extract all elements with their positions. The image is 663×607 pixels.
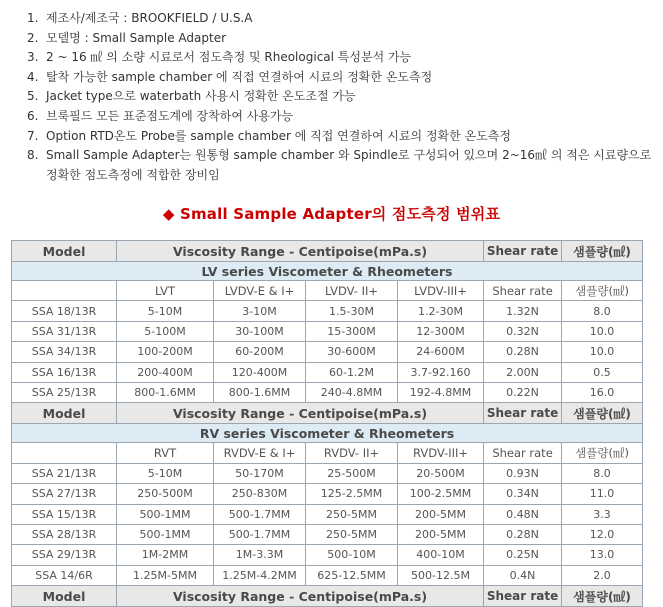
value-cell: 0.93N — [484, 463, 562, 483]
column-header: Shear rate — [484, 443, 562, 463]
model-header: Model — [12, 586, 117, 607]
model-cell: SSA 27/13R — [12, 484, 117, 504]
value-cell: 12.0 — [562, 524, 643, 544]
header-row — [12, 586, 643, 607]
spec-number: 1. — [27, 11, 39, 25]
column-header: LVDV- II+ — [306, 281, 398, 301]
column-header: RVDV-E & I+ — [214, 443, 306, 463]
value-cell: 500-1MM — [117, 504, 214, 524]
value-cell: 250-5MM — [306, 504, 398, 524]
model-cell: SSA 18/13R — [12, 301, 117, 321]
value-cell: 200-400M — [117, 362, 214, 382]
model-cell: SSA 14/6R — [12, 565, 117, 585]
value-cell: 25-500M — [306, 463, 398, 483]
value-cell: 15-300M — [306, 321, 398, 341]
spec-number: 2. — [27, 30, 39, 45]
lv-series-row — [12, 262, 643, 281]
value-cell: 5-10M — [117, 301, 214, 321]
spec-item — [27, 146, 657, 185]
spec-text: 탈착 가능한 sample chamber 에 직접 연결하여 시료의 정확한 온도측정 — [46, 69, 433, 84]
table-row — [12, 382, 643, 402]
range-table-title: ◆ Small Sample Adapter의 점도측정 범위표 — [162, 205, 501, 223]
shear-rate-header: Shear rate — [484, 586, 562, 607]
value-cell: 400-10M — [398, 545, 484, 565]
value-cell: 8.0 — [562, 301, 643, 321]
model-cell: SSA 28/13R — [12, 524, 117, 544]
value-cell: 30-600M — [306, 342, 398, 362]
value-cell: 1M-3.3M — [214, 545, 306, 565]
spec-number: 7. — [27, 128, 39, 143]
model-cell: SSA 29/13R — [12, 545, 117, 565]
column-header: 샘플량(㎖) — [562, 281, 643, 301]
sample-volume-header: 샘플량(㎖) — [562, 241, 643, 262]
table-row — [12, 362, 643, 382]
value-cell: 5-100M — [117, 321, 214, 341]
table-row — [12, 342, 643, 362]
value-cell: 0.22N — [484, 382, 562, 402]
value-cell: 0.32N — [484, 321, 562, 341]
lv-subheader-row — [12, 281, 643, 301]
header-row — [12, 403, 643, 424]
value-cell: 0.28N — [484, 342, 562, 362]
spec-number: 8. — [27, 148, 39, 163]
spec-text: Option RTD온도 Probe를 sample chamber 에 직접 연결하여 시료의 정확한 온도측정 — [46, 128, 511, 143]
value-cell: 8.0 — [562, 463, 643, 483]
value-cell: 100-2.5MM — [398, 484, 484, 504]
viscosity-range-header: Viscosity Range - Centipoise(mPa.s) — [117, 586, 484, 607]
table-row — [12, 321, 643, 341]
value-cell: 3-10M — [214, 301, 306, 321]
value-cell: 250-5MM — [306, 524, 398, 544]
spec-item — [27, 68, 657, 88]
rv-subheader-row — [12, 443, 643, 463]
value-cell: 500-10M — [306, 545, 398, 565]
shear-rate-header: Shear rate — [484, 403, 562, 424]
spec-number: 3. — [27, 50, 39, 65]
value-cell: 3.3 — [562, 504, 643, 524]
value-cell: 16.0 — [562, 382, 643, 402]
value-cell: 20-500M — [398, 463, 484, 483]
value-cell: 192-4.8MM — [398, 382, 484, 402]
value-cell: 100-200M — [117, 342, 214, 362]
shear-rate-header: Shear rate — [484, 241, 562, 262]
value-cell: 625-12.5MM — [306, 565, 398, 585]
value-cell: 1.32N — [484, 301, 562, 321]
value-cell: 250-500M — [117, 484, 214, 504]
column-header: RVT — [117, 443, 214, 463]
spec-item — [27, 9, 657, 29]
model-cell: SSA 34/13R — [12, 342, 117, 362]
spec-text: 제조사/제조국 : BROOKFIELD / U.S.A — [46, 11, 253, 25]
spec-item — [27, 107, 657, 127]
value-cell: 200-5MM — [398, 524, 484, 544]
viscosity-range-header: Viscosity Range - Centipoise(mPa.s) — [117, 241, 484, 262]
value-cell: 0.28N — [484, 524, 562, 544]
model-header: Model — [12, 403, 117, 424]
header-row — [12, 241, 643, 262]
value-cell: 3.7-92.160 — [398, 362, 484, 382]
column-header: 샘플량(㎖) — [562, 443, 643, 463]
value-cell: 200-5MM — [398, 504, 484, 524]
value-cell: 500-1.7MM — [214, 504, 306, 524]
column-header: LVT — [117, 281, 214, 301]
value-cell: 30-100M — [214, 321, 306, 341]
value-cell: 0.5 — [562, 362, 643, 382]
model-cell: SSA 25/13R — [12, 382, 117, 402]
spec-text: 모델명 : Small Sample Adapter — [46, 30, 227, 45]
column-header: RVDV- II+ — [306, 443, 398, 463]
value-cell: 120-400M — [214, 362, 306, 382]
spec-number: 6. — [27, 108, 39, 123]
value-cell: 2.0 — [562, 565, 643, 585]
spec-item — [27, 127, 657, 147]
value-cell: 5-10M — [117, 463, 214, 483]
value-cell: 250-830M — [214, 484, 306, 504]
spec-item — [27, 87, 657, 107]
value-cell: 800-1.6MM — [214, 382, 306, 402]
value-cell: 10.0 — [562, 321, 643, 341]
blank-cell — [12, 281, 117, 301]
model-cell: SSA 16/13R — [12, 362, 117, 382]
table-row — [12, 524, 643, 544]
sample-volume-header: 샘플량(㎖) — [562, 403, 643, 424]
spec-text: Small Sample Adapter는 원통형 sample chamber 와 Spindle로 구성되어 있으며 2~16㎖ 의 적은 시료량으로 정확한 점도측정에 적합한 장비임 — [46, 148, 652, 182]
value-cell: 60-200M — [214, 342, 306, 362]
value-cell: 0.48N — [484, 504, 562, 524]
table-row — [12, 463, 643, 483]
value-cell: 1.25M-4.2MM — [214, 565, 306, 585]
value-cell: 13.0 — [562, 545, 643, 565]
value-cell: 0.4N — [484, 565, 562, 585]
value-cell: 500-1.7MM — [214, 524, 306, 544]
value-cell: 10.0 — [562, 342, 643, 362]
table-row — [12, 301, 643, 321]
value-cell: 11.0 — [562, 484, 643, 504]
value-cell: 125-2.5MM — [306, 484, 398, 504]
value-cell: 12-300M — [398, 321, 484, 341]
table-row — [12, 545, 643, 565]
value-cell: 1.25M-5MM — [117, 565, 214, 585]
table-row — [12, 504, 643, 524]
model-cell: SSA 31/13R — [12, 321, 117, 341]
table-row — [12, 484, 643, 504]
blank-cell — [12, 443, 117, 463]
column-header: LVDV-III+ — [398, 281, 484, 301]
column-header: RVDV-III+ — [398, 443, 484, 463]
column-header: Shear rate — [484, 281, 562, 301]
spec-item — [27, 48, 657, 68]
value-cell: 0.34N — [484, 484, 562, 504]
rv-series-row — [12, 424, 643, 443]
value-cell: 0.25N — [484, 545, 562, 565]
value-cell: 1.2-30M — [398, 301, 484, 321]
spec-list — [27, 9, 657, 185]
value-cell: 500-1MM — [117, 524, 214, 544]
model-header: Model — [12, 241, 117, 262]
value-cell: 1.5-30M — [306, 301, 398, 321]
spec-text: Jacket type으로 waterbath 사용시 정확한 온도조절 가능 — [46, 89, 356, 104]
spec-number: 5. — [27, 89, 39, 104]
spec-text: 2 ~ 16 ㎖ 의 소량 시료로서 점도측정 및 Rheological 특성분석 가능 — [46, 50, 412, 65]
value-cell: 2.00N — [484, 362, 562, 382]
column-header: LVDV-E & I+ — [214, 281, 306, 301]
rv-series-label: RV series Viscometer & Rheometers — [12, 424, 643, 443]
spec-text: 브룩필드 모든 표준점도계에 장착하여 사용가능 — [46, 108, 294, 123]
model-cell: SSA 21/13R — [12, 463, 117, 483]
value-cell: 240-4.8MM — [306, 382, 398, 402]
value-cell: 24-600M — [398, 342, 484, 362]
value-cell: 500-12.5M — [398, 565, 484, 585]
spec-number: 4. — [27, 69, 39, 84]
spec-item — [27, 29, 657, 49]
value-cell: 60-1.2M — [306, 362, 398, 382]
value-cell: 800-1.6MM — [117, 382, 214, 402]
model-cell: SSA 15/13R — [12, 504, 117, 524]
viscosity-range-table — [11, 240, 643, 607]
value-cell: 1M-2MM — [117, 545, 214, 565]
lv-series-label: LV series Viscometer & Rheometers — [12, 262, 643, 281]
value-cell: 50-170M — [214, 463, 306, 483]
viscosity-range-header: Viscosity Range - Centipoise(mPa.s) — [117, 403, 484, 424]
sample-volume-header: 샘플량(㎖) — [562, 586, 643, 607]
table-row — [12, 565, 643, 585]
